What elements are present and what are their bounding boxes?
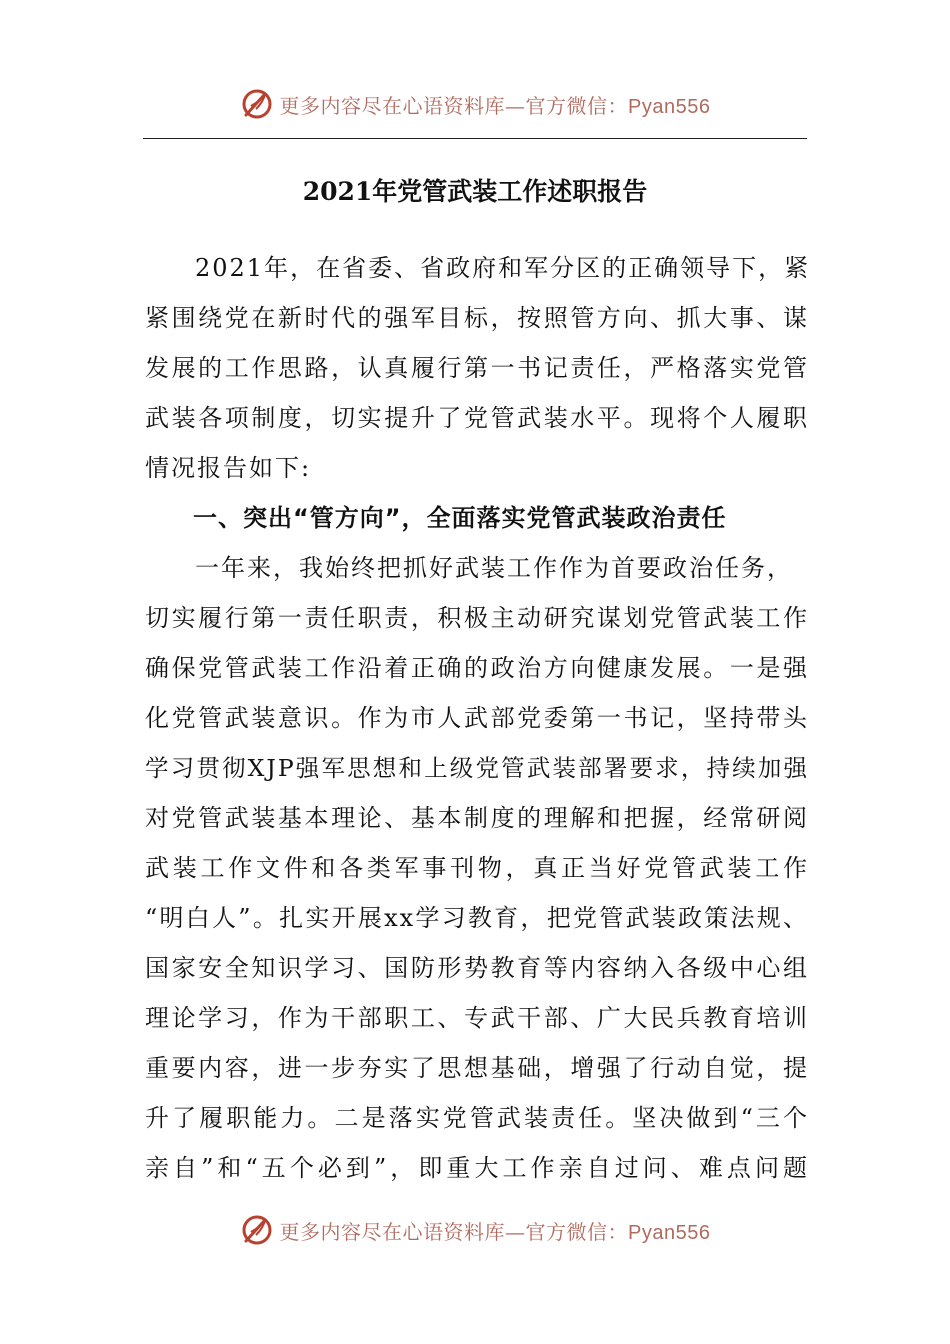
- document-title: 2021年党管武装工作述职报告: [302, 177, 648, 206]
- header-rule: [143, 138, 807, 139]
- watermark-text: 更多内容尽在心语资料库—官方微信：Pyan556: [279, 93, 711, 118]
- paragraph-line: 紧围绕党在新时代的强军目标，按照管方向、抓大事、谋: [145, 304, 809, 332]
- document-body: [145, 243, 809, 1193]
- paragraph-line: “明白人”。扎实开展xx学习教育，把党管武装政策法规、: [145, 904, 809, 932]
- paragraph-line: 确保党管武装工作沿着正确的政治方向健康发展。一是强: [145, 654, 809, 682]
- paragraph-line: 学习贯彻XJP强军思想和上级党管武装部署要求，持续加强: [145, 754, 809, 782]
- paragraph-line: 武装各项制度，切实提升了党管武装水平。现将个人履职: [145, 404, 809, 432]
- paragraph-line: 国家安全知识学习、国防形势教育等内容纳入各级中心组: [145, 954, 809, 982]
- paragraph-line: 对党管武装基本理论、基本制度的理解和把握，经常研阅: [145, 804, 809, 832]
- header-watermark: [0, 84, 950, 124]
- footer-watermark: [0, 1210, 950, 1250]
- quill-logo-icon: [240, 1213, 274, 1247]
- watermark-text: 更多内容尽在心语资料库—官方微信：Pyan556: [279, 1219, 711, 1244]
- paragraph-line: 2021年，在省委、省政府和军分区的正确领导下，紧: [195, 254, 811, 282]
- paragraph-line: 升了履职能力。二是落实党管武装责任。坚决做到“三个: [145, 1104, 809, 1132]
- paragraph-line: 重要内容，进一步夯实了思想基础，增强了行动自觉，提: [145, 1054, 809, 1082]
- paragraph-line: 情况报告如下:: [145, 454, 312, 482]
- paragraph-line: 切实履行第一责任职责，积极主动研究谋划党管武装工作: [145, 604, 809, 632]
- paragraph-line: 发展的工作思路，认真履行第一书记责任，严格落实党管: [145, 354, 809, 382]
- quill-logo-icon: [240, 87, 274, 121]
- paragraph-line: 理论学习，作为干部职工、专武干部、广大民兵教育培训: [145, 1004, 809, 1032]
- section-heading: 一、突出“管方向”，全面落实党管武装政治责任: [193, 504, 727, 532]
- paragraph-line: 亲自”和“五个必到”，即重大工作亲自过问、难点问题: [145, 1154, 809, 1182]
- paragraph-line: 化党管武装意识。作为市人武部党委第一书记，坚持带头: [145, 704, 809, 732]
- paragraph-line: 一年来，我始终把抓好武装工作作为首要政治任务，: [195, 554, 793, 582]
- paragraph-line: 武装工作文件和各类军事刊物，真正当好党管武装工作: [145, 854, 809, 882]
